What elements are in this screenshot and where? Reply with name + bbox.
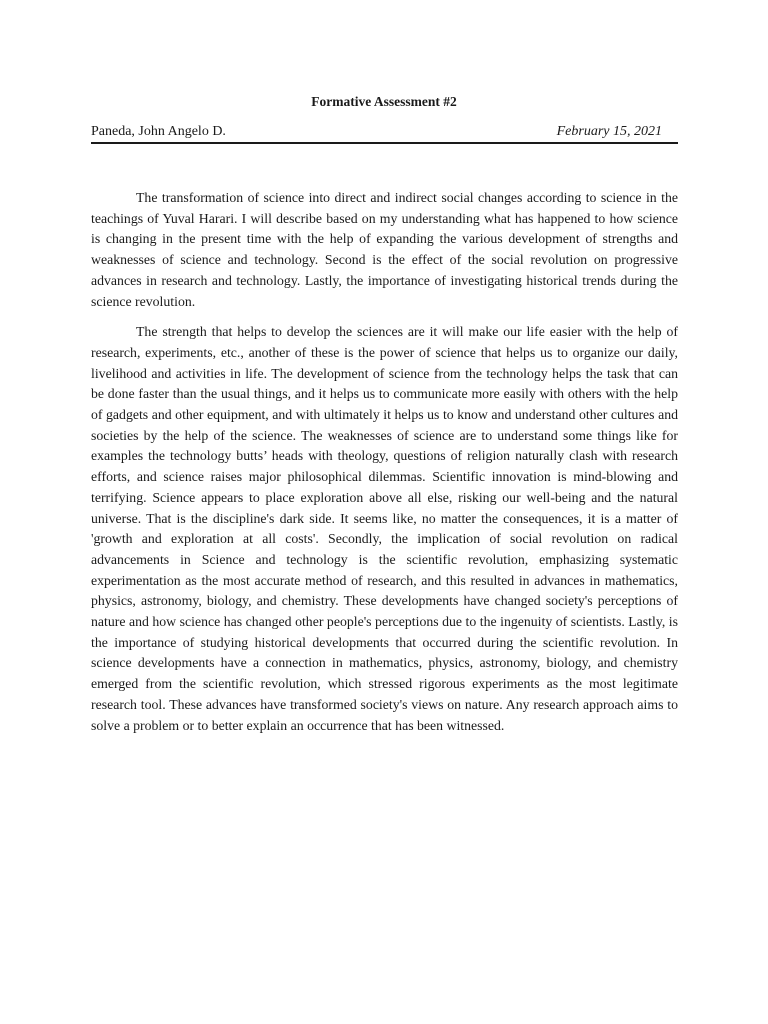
paragraph-discussion: The strength that helps to develop the sciences are it will make our life easier with the help of research, experiments, etc., another of these is the power of science that helps us to organize our daily, livelihood and activities in life. The development of science from the technology helps the task that can be done faster than the usual things, and it helps us to communicate more easily with others with the help of gadgets and other equipment, and with ultimately it helps us to know and understand other cultures and societies by the help of the science. The weaknesses of science are to understand some things like for examples the technology butts’ heads with theology, questions of religion naturally clash with research efforts, and science raises major philosophical dilemmas. Scientific innovation is mind-blowing and terrifying. Science appears to place exploration above all else, risking our well-being and the natural universe. That is the discipline's dark side. It seems like, no matter the consequences, it is a matter of 'growth and exploration at all costs'. Secondly, the implication of social revolution on radical advancements in Science and technology is the scientific revolution, emphasizing systematic experimentation as the most accurate method of research, and this resulted in advances in mathematics, physics, astronomy, biology, and chemistry. These developments have changed society's perceptions of nature and how science has changed other people's perceptions due to the ingenuity of scientists. Lastly, is the importance of studying historical developments that occurred during the scientific revolution. In science developments have a connection in mathematics, physics, astronomy, biology, and chemistry emerged from the scientific revolution, which stressed rigorous experiments as the most legitimate research tool. These advances have transformed society's views on nature. Any research approach aims to solve a problem or to better explain an occurrence that has been witnessed. [91, 324, 678, 733]
document-title: Formative Assessment #2 [311, 94, 457, 109]
author-name: Paneda, John Angelo D. [91, 124, 226, 139]
document-body [91, 188, 678, 736]
header-divider [91, 142, 678, 144]
paragraph-introduction: The transformation of science into direct and indirect social changes according to science in the teachings of Yuval Harari. I will describe based on my understanding what has happened to how science is changing in the present time with the help of expanding the various development of strengths and weaknesses of science and technology. Second is the effect of the social revolution on progressive advances in research and technology. Lastly, the importance of investigating historical trends during the science revolution. [91, 190, 678, 309]
document-date: February 15, 2021 [556, 124, 662, 139]
